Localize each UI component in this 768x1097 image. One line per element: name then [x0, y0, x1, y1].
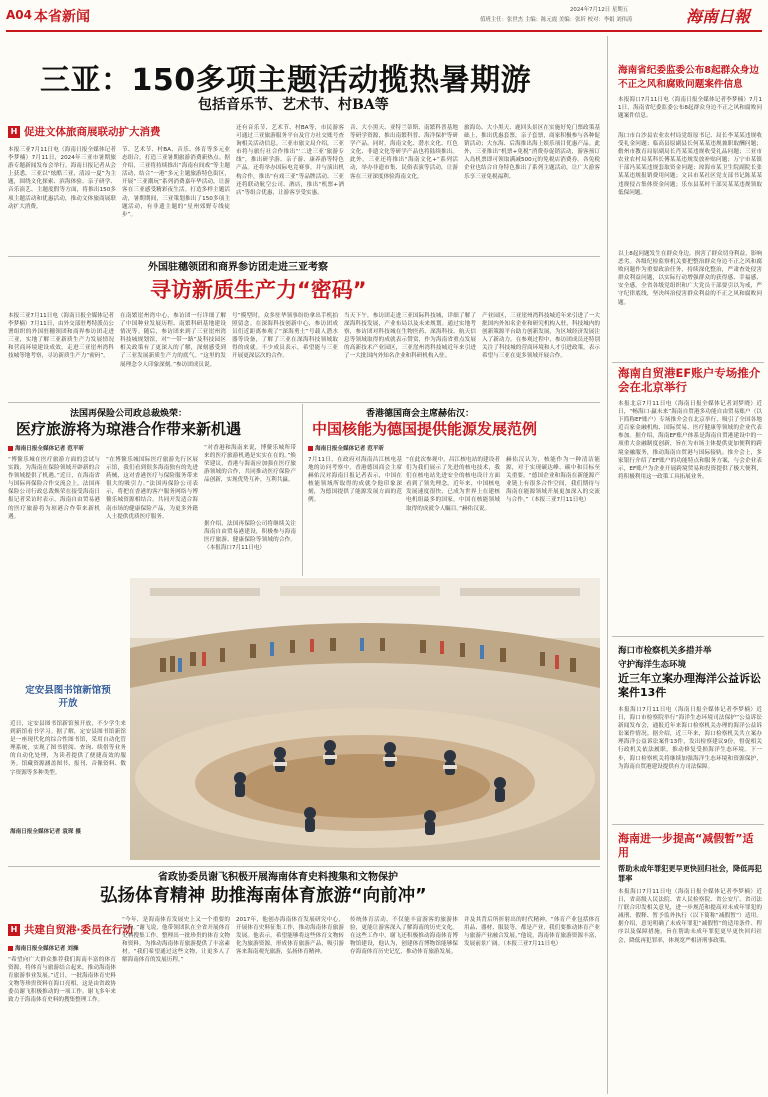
- library-illustration: [130, 578, 600, 860]
- visit-top-divider: [8, 256, 600, 257]
- byline-square-icon: [308, 446, 313, 451]
- sports-body-col-3: 2017年，他创办海南体育发展研究中心，开展体育史料征集工作，推动海南体育旅游发展。他表示，希望能够将这些体育文物转化为旅游资源，形成体育旅游产品，吸引游客来海南观光旅游，弘扬体育精神。: [236, 917, 344, 956]
- sports-body-col-1: “希望向广大群众推荐我们海南丰富的体育资源，将体育与旅游结合起来，推动海南体育旅游事业发展。”近日，一批海南体育史料文物等珍贵资料在海口亮相，这是由省政协委员谢飞积极推动的一项工作。谢飞多年来致力于海南体育史料的搜集整理工作。: [8, 957, 116, 1004]
- lead-body-col-2: 节、艺术节、村BA、音乐、体育等多元业态组合，打造三亚暑期旅游消费新热点。据介绍，三亚将持续推出“海南有间戏”等主题活动，结合“一港”多元主题旅游特色街区，开展“三亚潮玩”系列消费嘉年华活动，让游客在三亚感受精彩夜生活。打造多样主题活动，暑期期间，三亚策划推出了150多项主题活动，有非遗主题的“星州郊野专线徒步”。: [122, 147, 230, 218]
- medical-subhead: 法国再保险公司政总裁焕荣：: [70, 409, 188, 419]
- sports-body-col-2: “今年，是海南体育发展史上又一个重要的年份。”谢飞说，他带领团队在全省开展体育史料搜集工作，整理出一批珍贵的体育文物和资料，为推动海南体育旅游提供了丰富素材。“我们希望通过这些文物，让更多人了解海南体育的发展历程。”: [122, 917, 230, 964]
- sports-byline-text: 海南日报全媒体记者 刘操: [15, 946, 79, 952]
- discipline-body-1: 本报海口7月11日电（海南日报全媒体记者李梦楠）7月11日，海南省纪委监委公布8起群众身边不正之风和腐败问题案件信息。: [618, 97, 762, 120]
- lead-body-col-5: 旅海岛、大小黑天、鹿回头景区在实施好免门票政策基础上，推出优惠套票，亲子套票，商家积极参与各种促销活动；大东海、后海推出海上娱乐项目优惠产品。此外，三亚推出“机票+免税”消费券促销活动，游客预订入岛机票即可领取满减500元的免税店消费券。各免税企业也结合自身特色推出了系列主题活动，让广大游客乐享三亚免税福利。: [464, 125, 600, 180]
- nuclear-headline: 中国核能为德国提供能源发展范例: [312, 420, 538, 438]
- ef-body: 本报北京7月11日电（海南日报全媒体记者刘梦晓）近日，“畅海口·赢未来”海南自贸港多功能自由贸易账户（以下简称EF账户）专场推介会在北京举行，吸引了全国各地近百家金融机构、国际贸易、医疗健康等领域的企业代表参加。据介绍，海南EF账户体系是海南自贸港建设中的一项重大金融制度创新，旨在为市场主体提供更加便利的跨境金融服务，推动海南自贸港与国际接轨。推介会上，多家银行介绍了EF账户的功能特点和服务方案，与会企业表示，EF账户为企业开展跨境贸易和投资提供了极大便利，将积极利用这一政策工具拓展业务。: [618, 401, 762, 480]
- court-pre-2: 守护海洋生态环境: [618, 660, 687, 670]
- photo-caption-box: [8, 580, 128, 860]
- masthead-rule: [6, 30, 762, 32]
- interviews-top-divider: [8, 402, 600, 403]
- nuclear-byline: [308, 444, 384, 452]
- lead-subhead: 包括音乐节、艺术节、村BA等: [198, 97, 389, 113]
- byline-square-icon: [8, 446, 13, 451]
- sports-top-divider: [8, 866, 600, 867]
- interviews-divider: [302, 404, 303, 576]
- visit-body-col-3: 号”模型时，众多驻华领事纷纷拿出手机拍照留念。在深海科技创新中心，参访团成员们近距离参观了“深海勇士”号载人潜水器等设备，了解了三亚在深海科技领域取得的成就。不少成员表示，希望能与三亚开展更深层次的合作。: [232, 313, 338, 360]
- discipline-body-3: 以上8起问题发生在群众身边，损害了群众切身利益，影响恶劣。各级纪检监察机关要把整治群众身边不正之风和腐败问题作为重要政治任务，持续深化整治，严肃查处侵害群众利益问题，以实际行动增强群众的获得感、幸福感、安全感。全省各级党组织和广大党员干部要引以为戒，严守纪律底线，坚决纠治侵害群众利益的不正之风和腐败问题。: [618, 251, 762, 306]
- medical-body-col-2: “在博鳌乐城国际医疗旅游先行区展示馆，我们看到很多海南独有的先进药械，这对香港医疗与保险服务带来很大的吸引力。”法国再保险公司表示，将把在香港的客户服务网络与博鳌乐城资源相结合，共同开发适合海南市场的健康保险产品，为更多外籍人士提供优质医疗服务。: [106, 457, 198, 520]
- photo-caption-title: 定安县图书馆新馆预开放: [25, 685, 111, 709]
- right-column-divider: [607, 36, 608, 1094]
- nuclear-body-col-1: 7月11日，在政府对海南昌江核电基地的访问考察中，香港德国商会主席赫佑汉对海南日报记者表示，中国在核能领域所取得的成就令他印象深刻，为德国提供了能源发展方面的范例。: [308, 457, 402, 504]
- medical-body-col-4: 据介绍，法国再保险公司将继续关注海南自由贸易港建设，积极参与海南医疗旅游、健康保险等领域的合作。（本报海口7月11日电）: [204, 521, 296, 552]
- sports-section-bar: [8, 922, 133, 937]
- masthead: [0, 0, 768, 32]
- court-pre-1: 海口市检察机关多措并举: [618, 646, 712, 656]
- lead-section-title: 促进文体旅商展联动扩大消费: [24, 126, 161, 138]
- reduce-top-divider: [612, 824, 764, 825]
- page-number: A04: [6, 8, 32, 22]
- court-top-divider: [612, 636, 764, 637]
- reduce-body: 本报海口7月11日电（海南日报全媒体记者李梦楠）近日，省高级人民法院、省人民检察院、省公安厅、省司法厅联合印发相关意见，进一步规范和提高对未成年罪犯的减刑、假释、暂予监外执行（以下简称“减假暂”）适用。据介绍，意见明确了未成年罪犯“减假暂”的适用条件、程序以及保障措施，旨在帮助未成年罪犯更早更快回归社会，降低再犯罪率，体现宽严相济刑事政策。: [618, 889, 762, 944]
- library-photo: [130, 578, 600, 860]
- sports-body-col-4: 传统体育活动，不仅能丰富游客的旅游体验，更能让游客深入了解海南的历史文化。在这些工作中，谢飞还积极推动海南体育博物馆建设，他认为，创建体育博物馆能够保存海南体育历史记忆，推动体育旅游发展。: [350, 917, 458, 956]
- sports-subhead: 省政协委员谢飞积极开展海南体育史料搜集和文物保护: [158, 872, 398, 883]
- nuclear-byline-text: 海南日报全媒体记者 范平昕: [315, 446, 385, 452]
- sports-byline: [8, 944, 78, 952]
- medical-headline: 医疗旅游将为琼港合作带来新机遇: [16, 420, 242, 438]
- nuclear-body-col-2: “在此次参观中，昌江核电站的建设者们为我们展示了先进的核电技术，我们在核电站先进安全的核电设计方面看到了领先理念。近年来，中国核电发展速度很快，已成为世界上在建核电机组最多的国家，中国在核能领域取得的成就令人瞩目。”赫佑汉说。: [406, 457, 500, 512]
- medical-body-col-1: “博鳌乐城在医疗旅游方面的尝试与实践，为海南在保险领域开辟新的合作领域提供了机遇。”近日，在海南省与国际再保险合作交流会上，法国再保险公司行政总裁焕荣在接受海南日报记者采访时表示，海南自由贸易港的医疗旅游将为琼港合作带来新机遇。: [8, 457, 100, 520]
- sports-body-col-5: 并及其背后所折射出的时代精神。“体育产业包括体育用品、器材、服装等，都是产业，我们要推动体育产业与旅游产业融合发展。”他说，海南体育旅游资源丰富，发展前景广阔。（本报三亚7月11日电）: [464, 917, 600, 948]
- lead-body-col-1: 本报三亚7月11日电（海南日报全媒体记者李梦楠）7月11日，2024年三亚市暑期旅游专题新闻发布会举行。海南日报记者从会上获悉，三亚以“炫酷三亚，清凉一夏”为主题，围绕文化探索、滨海体验、亲子研学、音乐演艺、主题度假等方面，将推出150多项主题活动和优惠活动，推动文体旅商展联动扩大消费。: [8, 147, 116, 210]
- visit-body-col-2: 在南繁崖州湾中心，参访团一行详细了解了中国种业发展历程、南繁科研基地建设情况等。随后，参访团来到了三亚崖州湾科技城规划馆，对“一带一路”及科技园区相关政策有了更深入的了解，深刻感受到了三亚发展新质生产力的底气。“这里的发展理念令人印象深刻。”参访团成员说。: [120, 313, 226, 368]
- visit-subhead: 外国驻穗领团和商界参访团走进三亚考察: [148, 262, 328, 273]
- discipline-headline-1: 海南省纪委监委公布8起群众身边: [618, 65, 759, 76]
- visit-body-col-1: 本报三亚7月11日电（海南日报全媒体记者李梦楠）7月11日，由外交部驻粤特派员公署组织的外国驻穗领团和商界参访团走进三亚，实地了解三亚新质生产力发展情况和营商环境建设成效，走进三亚崖州湾科技城等地考察，寻访新质生产力“密码”。: [8, 313, 114, 360]
- nuclear-body-col-3: 赫佑汉认为，核能作为一种清洁能源，对于实现碳达峰、碳中和目标至关重要。“德国企业和海南在新能源产业链上有很多合作空间，我们期待与海南在能源领域开展更加深入的交流与合作。”（本报三亚7月11日电）: [506, 457, 600, 504]
- lead-body-col-3: 还有音乐节、艺术节、村BA等，市民游客可通过三亚旅游服务平台及官方社交账号查询相关活动信息。三亚市旅文局介绍，三亚市将与旅行社合作推出“‘二进三亚’旅游专线”，推出研学游、亲子游、康养游等特色产品。还将举办国际电竞赛事，并与演出机构合作，推出“有戏三亚”等品牌活动。三亚还将联动航空公司、酒店，推出“机票+酒店”等组合优惠，让游客享受实惠。: [236, 125, 344, 196]
- photo-caption-body: 近日，定安县图书馆新馆预开放，不少学生来到新馆看书学习。据了解，定安县图书馆新馆是一座现代化的综合性图书馆，采用自动化管理系统，实现了图书借阅、查询、续借等业务的自动化处理，为读者提供了便捷高效的服务。馆藏资源涵盖图书、报刊、音像资料、数字资源等多种类型。: [10, 721, 126, 776]
- court-headline: 近三年立案办理海洋公益诉讼案件13件: [618, 672, 761, 699]
- medical-byline-text: 海南日报全媒体记者 范平昕: [15, 446, 85, 452]
- court-body: 本报海口7月11日电（海南日报全媒体记者李梦楠）近日，海口市检察院举行“海洋生态环境司法保护”公益诉讼新闻发布会，通报近年来海口检察机关办理的海洋公益诉讼案件情况。据介绍，近三年来，海口检察机关共立案办理海洋公益诉讼案件13件，发出检察建议9份，督促相关行政机关依法履职，推动修复受损海洋生态环境。下一步，海口检察机关将继续加强海洋生态环境和资源保护，为海南自贸港建设提供有力司法保障。: [618, 707, 762, 770]
- lead-body-col-4: 音、大小黑天、亚特兰蒂斯、南繁科普基地等研学资源，推出南繁科普、海洋保护等研学产品。同时，海南文化、潜水文化、红色文化、非遗文化等研学产品也将陆续推出。此外，三亚还将推出“海南文化+”系列活动，举办非遗市集、民俗表演等活动，让游客在三亚深度体验海南文化。: [350, 125, 458, 180]
- discipline-body-2: 海口市白沙县农业农村局党组原书记、局长李某某违规收受礼金问题；临高县原副县长何某某违规兼职取酬问题；儋州市教育局原副局长肖某某违规收受礼品问题；三亚市农业农村局某科长傅某某违规发放补贴问题；万宁市某镇干部冯某某违规套取资金问题；琼海市某卫生院副院长张某某违规报销费用问题；文昌市某社区党支部书记陈某某违规侵占集体资金问题；乐东县某村干部吴某某违规领取低保问题。: [618, 133, 762, 196]
- editors-line: 值班主任：张世杰 主编：陈元霞 美编：张圻 校对：李娟 刘伟涛: [480, 17, 633, 23]
- lead-section-bar: [8, 124, 161, 139]
- sports-section-title: 共建自贸港·委员在行动: [24, 924, 133, 936]
- section-tag-icon: H: [8, 924, 20, 936]
- reduce-subhead: 帮助未成年罪犯更早更快回归社会，降低再犯罪率: [618, 864, 762, 883]
- discipline-headline-2: 不正之风和腐败问题案件信息: [618, 79, 743, 90]
- medical-byline: [8, 444, 84, 452]
- ef-headline: 海南自贸港EF账户专场推介会在北京举行: [618, 366, 761, 394]
- paper-name-logo: 海南日報: [686, 7, 751, 26]
- visit-headline: 寻访新质生产力“密码”: [150, 278, 367, 302]
- nuclear-subhead: 香港德国商会主席赫佑汉：: [366, 409, 475, 419]
- section-tag-icon: H: [8, 126, 20, 138]
- medical-body-col-3: “对香港和海南来说，博鳌乐城所带来的医疗旅游机遇是实实在在的。”焕荣建议，香港与海南应加强在医疗旅游领域的合作，共同推动医疗保险产品创新，实现优势互补，互利共赢。: [204, 445, 296, 484]
- date-line: 2024年7月12日 星期五: [570, 7, 629, 13]
- sports-headline: 弘扬体育精神 助推海南体育旅游“向前冲”: [100, 886, 427, 906]
- reduce-headline: 海南进一步提高“减假暂”适用: [618, 832, 754, 859]
- visit-body-col-5: 产业园区，三亚崖州湾科技城近年来引进了一大批国内外知名企业和研究机构入驻，科技城内的创新策源平台助力创新发展，为区域经济发展注入了新动力。在参观过程中，参访团成员还特别关注了科技城的营商环境和人才引进政策，表示希望与三亚在更多领域开展合作。: [482, 313, 600, 360]
- ef-top-divider: [612, 362, 764, 363]
- photo-credit: 海南日报全媒体记者 袁琛 摄: [10, 829, 82, 835]
- byline-square-icon: [8, 946, 13, 951]
- section-name: 本省新闻: [34, 9, 90, 25]
- lead-headline: 三亚：150多项主题活动揽热暑期游: [40, 63, 532, 98]
- visit-body-col-4: 当天下午，参访团走进三亚国际科技城，详细了解了深海科技发展，产业布局以及未来规划。通过实地考察，参访团对科技城在生物医药、深海科技、航天信息等领域取得的成就表示赞赏，作为海南省重点发展的高新技术产业园区，三亚崖州湾科技城近年来引进了一大批国内外知名企业和科研机构入驻。: [344, 313, 476, 360]
